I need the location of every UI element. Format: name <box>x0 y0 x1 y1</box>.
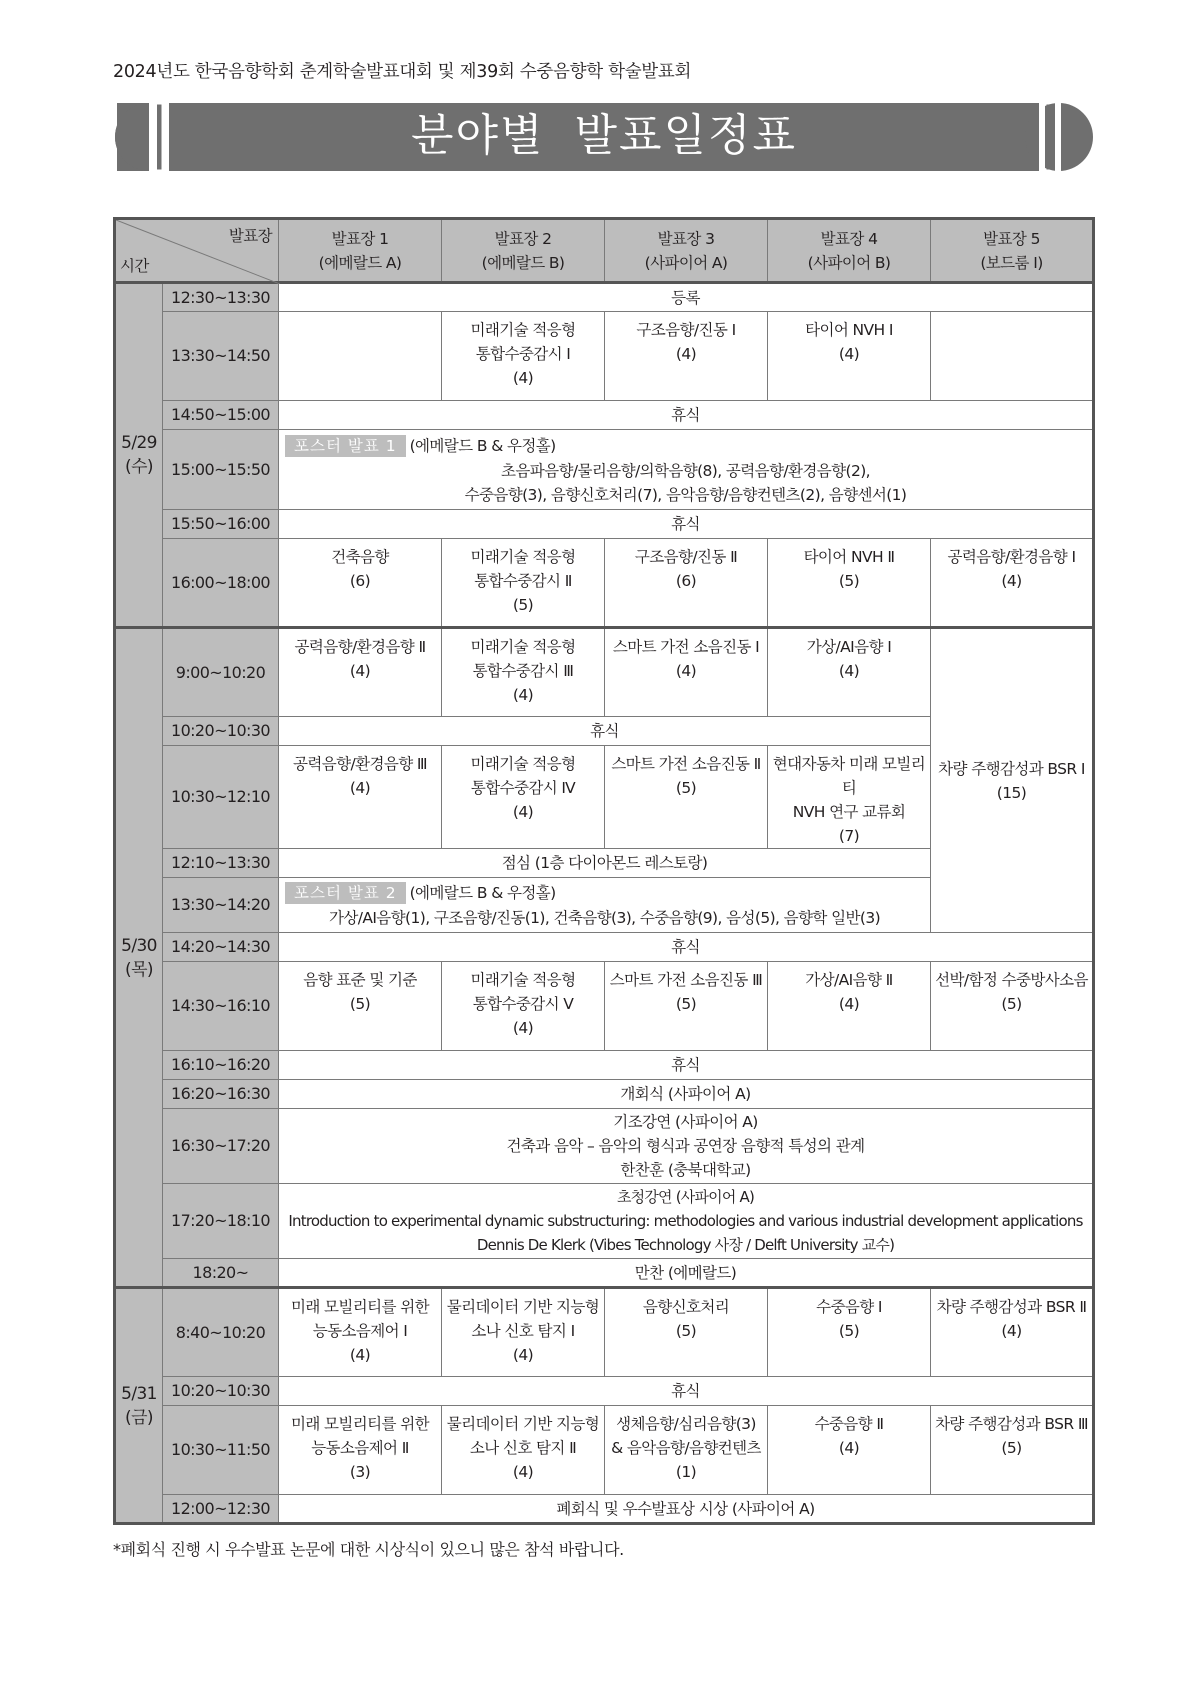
session-cell <box>768 1406 931 1495</box>
session-count: (4) <box>512 369 534 387</box>
session-title: 차량 주행감성과 BSR Ⅱ <box>936 1298 1087 1316</box>
keynote-lecture <box>279 1109 1094 1184</box>
session-title: 건축음향 <box>331 548 389 566</box>
session-count: (5) <box>838 572 860 590</box>
session-title: 미래 모빌리티를 위한 <box>290 1298 429 1316</box>
session-cell <box>768 539 931 628</box>
page-banner <box>113 101 1095 173</box>
session-cell <box>442 962 605 1051</box>
full-row-event: 폐회식 및 우수발표상 시상 (사파이어 A) <box>279 1495 1094 1524</box>
session-title: 구조음향/진동 Ⅰ <box>636 321 736 339</box>
session-cell <box>768 1288 931 1377</box>
room-place: (사파이어 B) <box>807 253 891 272</box>
session-cell <box>279 962 442 1051</box>
session-count: (4) <box>349 1346 371 1364</box>
session-count: (15) <box>996 783 1027 802</box>
session-count: (5) <box>675 1322 697 1340</box>
time-slot: 14:20~14:30 <box>163 933 279 962</box>
session-title: 능동소음제어 Ⅰ <box>312 1322 408 1340</box>
session-cell <box>931 539 1094 628</box>
poster-session <box>279 878 931 933</box>
session-count: (4) <box>838 995 860 1013</box>
event-title: 2024년도 한국음향학회 춘계학술발표대회 및 제39회 수중음향학 학술발표회 <box>113 62 692 82</box>
session-title: 미래기술 적응형 <box>470 321 576 339</box>
day-cell <box>115 1288 163 1524</box>
session-count: (6) <box>675 572 697 590</box>
time-slot: 16:20~16:30 <box>163 1080 279 1109</box>
session-count: (4) <box>1001 1322 1022 1340</box>
lecture-title: 기조강연 (사파이어 A) <box>613 1113 758 1131</box>
poster-badge: 포스터 발표 1 <box>285 435 406 457</box>
empty-session <box>279 312 442 401</box>
full-row-event: 휴식 <box>279 1377 1094 1406</box>
time-slot: 12:00~12:30 <box>163 1495 279 1524</box>
time-slot: 10:20~10:30 <box>163 717 279 746</box>
session-title: 타이어 NVH Ⅱ <box>803 548 895 566</box>
time-slot: 18:20~ <box>163 1259 279 1288</box>
session-count: (7) <box>838 827 860 845</box>
room-name: 발표장 3 <box>657 229 715 248</box>
session-count: (4) <box>349 662 371 680</box>
session-title: 공력음향/환경음향 Ⅰ <box>947 548 1076 566</box>
session-title: 공력음향/환경음향 Ⅱ <box>294 638 426 656</box>
room-name: 발표장 2 <box>494 229 552 248</box>
session-count: (4) <box>1001 572 1022 590</box>
poster-topics: 초음파음향/물리음향/의학음향(8), 공력음향/환경음향(2), <box>501 461 870 480</box>
banner-title: 분야별 발표일정표 <box>410 110 798 161</box>
session-count: (4) <box>838 662 860 680</box>
poster-session <box>279 430 1094 510</box>
poster-topics: 가상/AI음향(1), 구조음향/진동(1), 건축음향(3), 수중음향(9), 음성(5), 음향학 일반(3) <box>328 909 881 927</box>
session-cell <box>931 1288 1094 1377</box>
session-count: (6) <box>349 572 371 590</box>
session-title: 음향 표준 및 기준 <box>303 971 417 989</box>
time-slot: 14:30~16:10 <box>163 962 279 1051</box>
session-cell <box>605 312 768 401</box>
session-cell <box>768 962 931 1051</box>
time-slot: 10:30~12:10 <box>163 746 279 849</box>
day-date: 5/31 <box>121 1383 157 1404</box>
poster-badge: 포스터 발표 2 <box>285 882 406 904</box>
session-cell <box>442 312 605 401</box>
session-title: 미래기술 적응형 <box>470 548 576 566</box>
time-slot: 17:20~18:10 <box>163 1184 279 1259</box>
poster-place: (에메랄드 B & 우정홀) <box>409 884 556 902</box>
session-cell <box>605 746 768 849</box>
time-slot: 15:00~15:50 <box>163 430 279 510</box>
room-name: 발표장 1 <box>331 229 389 248</box>
day-date: 5/30 <box>121 935 157 956</box>
room-header <box>279 219 442 283</box>
full-row-event: 휴식 <box>279 1051 1094 1080</box>
session-cell <box>605 628 768 717</box>
poster-place: (에메랄드 B & 우정홀) <box>409 436 556 455</box>
time-slot: 15:50~16:00 <box>163 510 279 539</box>
room-header <box>768 219 931 283</box>
session-cell <box>442 539 605 628</box>
full-row-event: 등록 <box>279 283 1094 312</box>
room-name: 발표장 4 <box>820 229 878 248</box>
corner-room-label: 발표장 <box>228 227 272 245</box>
full-row-event: 만찬 (에메랄드) <box>279 1259 1094 1288</box>
session-title: 음향신호처리 <box>642 1298 730 1316</box>
session-title: 통합수중감시 Ⅰ <box>475 345 571 363</box>
session-count: (5) <box>1001 995 1022 1013</box>
session-title: 차량 주행감성과 BSR Ⅰ <box>938 759 1085 778</box>
session-cell <box>442 628 605 717</box>
session-count: (5) <box>675 779 697 797</box>
session-cell <box>279 628 442 717</box>
day-date: 5/29 <box>121 433 157 453</box>
session-title: 미래 모빌리티를 위한 <box>290 1415 429 1433</box>
full-row-event: 휴식 <box>279 933 1094 962</box>
session-title: 통합수중감시 Ⅱ <box>474 572 572 590</box>
day-cell <box>115 628 163 1288</box>
session-title: 스마트 가전 소음진동 Ⅲ <box>609 971 763 989</box>
day-weekday: (목) <box>125 959 153 980</box>
session-title: 소나 신호 탐지 Ⅰ <box>471 1322 575 1340</box>
time-slot: 8:40~10:20 <box>163 1288 279 1377</box>
time-slot: 9:00~10:20 <box>163 628 279 717</box>
session-title: 차량 주행감성과 BSR Ⅲ <box>935 1415 1088 1433</box>
room-name: 발표장 5 <box>983 229 1040 248</box>
lecture-title: 초청강연 (사파이어 A) <box>616 1188 755 1206</box>
session-title: 미래기술 적응형 <box>470 971 576 989</box>
schedule-table <box>113 217 1095 1525</box>
full-row-event: 점심 (1층 다이아몬드 레스토랑) <box>279 849 931 878</box>
session-title: 미래기술 적응형 <box>470 755 576 773</box>
time-slot: 16:10~16:20 <box>163 1051 279 1080</box>
session-title: & 음악음향/음향컨텐츠(1) <box>611 1439 761 1481</box>
session-cell <box>768 746 931 849</box>
room-header <box>605 219 768 283</box>
session-count: (5) <box>349 995 371 1013</box>
room-place: (에메랄드 B) <box>481 253 565 272</box>
session-cell <box>605 1288 768 1377</box>
session-title: 수중음향 Ⅰ <box>816 1298 882 1316</box>
session-title: 미래기술 적응형 <box>470 638 576 656</box>
room-place: (에메랄드 A) <box>318 253 402 272</box>
time-slot: 12:10~13:30 <box>163 849 279 878</box>
lecture-speaker: 한찬훈 (충북대학교) <box>620 1161 751 1179</box>
lecture-speaker: Dennis De Klerk (Vibes Technology 사장 / Delft University 교수) <box>476 1236 895 1254</box>
session-cell <box>279 1288 442 1377</box>
session-title: 물리데이터 기반 지능형 <box>446 1415 600 1433</box>
time-slot: 10:30~11:50 <box>163 1406 279 1495</box>
session-cell <box>442 746 605 849</box>
time-slot: 10:20~10:30 <box>163 1377 279 1406</box>
day-cell <box>115 283 163 628</box>
session-title: NVH 연구 교류회 <box>792 803 906 821</box>
room-header <box>442 219 605 283</box>
session-title: 통합수중감시 Ⅳ <box>470 779 576 797</box>
room-place: (사파이어 A) <box>644 253 728 272</box>
session-cell <box>279 746 442 849</box>
session-count: (4) <box>512 686 534 704</box>
session-title: 구조음향/진동 Ⅱ <box>634 548 738 566</box>
session-cell <box>442 1288 605 1377</box>
session-cell <box>605 1406 768 1495</box>
day-weekday: (금) <box>125 1407 153 1428</box>
time-slot: 12:30~13:30 <box>163 283 279 312</box>
lecture-topic: 건축과 음악 – 음악의 형식과 공연장 음향적 특성의 관계 <box>506 1137 865 1155</box>
session-count: (4) <box>838 345 860 363</box>
time-slot: 13:30~14:20 <box>163 878 279 933</box>
invited-lecture <box>279 1184 1094 1259</box>
session-cell <box>442 1406 605 1495</box>
room-place: (보드룸 I) <box>980 253 1043 272</box>
session-count: (4) <box>512 803 534 821</box>
session-cell <box>768 628 931 717</box>
full-row-event: 휴식 <box>279 717 931 746</box>
poster-topics: 수중음향(3), 음향신호처리(7), 음악음향/음향컨텐츠(2), 음향센서(1) <box>464 485 907 504</box>
session-title: 통합수중감시 Ⅴ <box>472 995 574 1013</box>
full-row-event: 휴식 <box>279 401 1094 430</box>
session-cell <box>931 1406 1094 1495</box>
day-weekday: (수) <box>125 457 153 477</box>
session-count: (5) <box>838 1322 860 1340</box>
full-row-event: 개회식 (사파이어 A) <box>279 1080 1094 1109</box>
session-cell <box>605 962 768 1051</box>
session-title: 타이어 NVH Ⅰ <box>805 321 893 339</box>
empty-session <box>931 312 1094 401</box>
time-slot: 14:50~15:00 <box>163 401 279 430</box>
room-header <box>931 219 1094 283</box>
session-title: 스마트 가전 소음진동 Ⅰ <box>612 638 760 656</box>
session-count: (4) <box>512 1019 534 1037</box>
session-count: (4) <box>349 779 371 797</box>
session-count: (4) <box>675 662 697 680</box>
session-cell-long <box>931 628 1094 933</box>
session-title: 수중음향 Ⅱ <box>814 1415 884 1433</box>
session-cell <box>279 539 442 628</box>
session-title: 선박/함정 수중방사소음 <box>935 971 1088 989</box>
session-title: 가상/AI음향 Ⅰ <box>806 638 892 656</box>
time-slot: 13:30~14:50 <box>163 312 279 401</box>
session-title: 물리데이터 기반 지능형 <box>446 1298 600 1316</box>
corner-time-label: 시간 <box>120 257 149 275</box>
session-cell <box>605 539 768 628</box>
session-title: 현대자동차 미래 모빌리티 <box>772 755 926 797</box>
session-count: (5) <box>512 596 534 614</box>
session-count: (4) <box>675 345 697 363</box>
session-count: (4) <box>838 1439 860 1457</box>
time-slot: 16:00~18:00 <box>163 539 279 628</box>
session-title: 능동소음제어 Ⅱ <box>311 1439 409 1457</box>
corner-cell <box>115 219 279 283</box>
session-cell <box>279 1406 442 1495</box>
session-count: (4) <box>512 1463 534 1481</box>
lecture-topic: Introduction to experimental dynamic substructuring: methodologies and various industrial development applications <box>288 1212 1083 1230</box>
session-count: (3) <box>349 1463 371 1481</box>
session-title: 생체음향/심리음향(3) <box>616 1415 756 1433</box>
session-title: 가상/AI음향 Ⅱ <box>805 971 893 989</box>
session-count: (5) <box>675 995 697 1013</box>
session-count: (5) <box>1001 1439 1022 1457</box>
session-count: (4) <box>512 1346 534 1364</box>
time-slot: 16:30~17:20 <box>163 1109 279 1184</box>
session-title: 소나 신호 탐지 Ⅱ <box>469 1439 577 1457</box>
session-cell <box>768 312 931 401</box>
session-title: 통합수중감시 Ⅲ <box>472 662 574 680</box>
full-row-event: 휴식 <box>279 510 1094 539</box>
footnote: *폐회식 진행 시 우수발표 논문에 대한 시상식이 있으니 많은 참석 바랍니다. <box>113 1540 624 1559</box>
session-cell <box>931 962 1094 1051</box>
session-title: 공력음향/환경음향 Ⅲ <box>292 755 428 773</box>
session-title: 스마트 가전 소음진동 Ⅱ <box>611 755 761 773</box>
